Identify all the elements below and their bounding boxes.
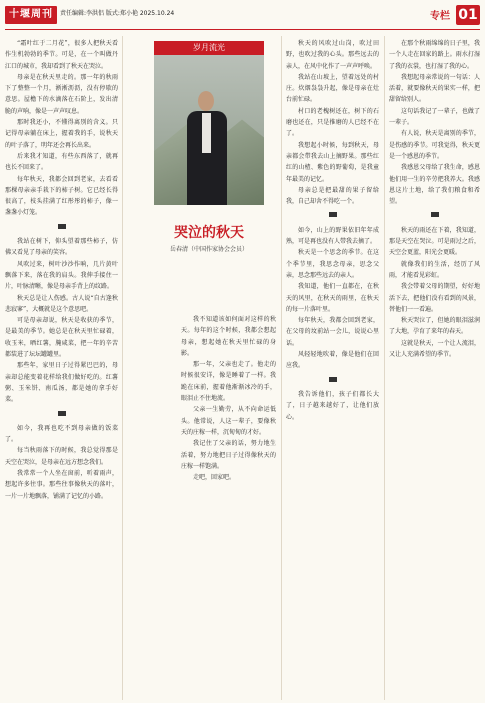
page-number: 01 (456, 5, 480, 25)
separator-mark (329, 212, 337, 217)
paragraph: 每年秋天，我都会回到老家，去看看那棵母亲亲手栽下的柿子树。它已经长得很高了，枝头挂满了红彤彤的柿子，像一盏盏小灯笼。 (5, 175, 118, 217)
page-header (0, 0, 485, 30)
paragraph: 村口的老槐树还在，树下的石磨也还在，只是推磨的人已经不在了。 (286, 107, 379, 138)
section-separator (5, 222, 118, 233)
paragraph: 我站在树下，仰头望着那些柿子，仿佛又看见了母亲的笑容。 (5, 238, 118, 257)
paragraph: 秋天是一个思念的季节。在这个季节里，我思念母亲，思念父亲，思念那些远去的亲人。 (286, 249, 379, 279)
article-column-4 (389, 38, 480, 698)
section-separator (286, 210, 379, 221)
section-separator (389, 210, 480, 221)
paragraph: 这就是秋天，一个让人流泪，又让人充满希望的季节。 (389, 339, 480, 359)
paragraph: 我告诉他们，孩子们都长大了，日子越来越好了，让他们放心。 (286, 390, 379, 421)
paragraph: “霜叶红于二月花”，很多人把秋天看作生机勃勃的季节。可是，在一个叫做丹江口的城市，我却看到了秋天在哭泣。 (5, 40, 118, 70)
paragraph: 可是母亲却说，秋天是收获的季节，是最美的季节。她总是在秋天里忙碌着，收玉米，晒红薯，腌咸菜，把一年的辛苦都装进了坛坛罐罐里。 (5, 317, 118, 359)
paragraph: 我记住了父亲的话，努力地生活着，努力地把日子过得像秋天的庄稼一样饱满。 (181, 440, 276, 470)
section-separator (5, 409, 118, 420)
paragraph: 我知道，他们一直都在，在秋天的风里，在秋天的雨里，在秋天的每一片落叶里。 (286, 283, 379, 313)
section-name: 专栏 (430, 11, 450, 22)
paragraph: 走吧，回家吧。 (193, 474, 236, 482)
paragraph: 每年秋天，我都会回到老家，在父母的坟前站一会儿，说说心里话。 (286, 317, 379, 347)
column-divider (384, 36, 385, 700)
separator-mark (329, 377, 337, 382)
paragraph: 风轻轻地吹着，像是他们在回应我。 (286, 351, 379, 370)
paragraph: 母亲是在秋天里走的。那一年的秋雨下了整整一个月，淅淅沥沥，没有停歇的意思。屋檐下的水滴落在石阶上，发出清脆的声响，像是一声声叹息。 (5, 73, 118, 115)
section-separator (286, 375, 379, 386)
paragraph: 有人说，秋天是离别的季节，是伤感的季节。可我觉得，秋天更是一个感恩的季节。 (389, 130, 480, 160)
paragraph: 我不知道该如何面对这样的秋天。每年的这个时候，我都会想起母亲，想起她在秋天里忙碌的身影。 (181, 316, 276, 357)
paragraph: 每当秋雨落下的时候，我总觉得那是天空在哭泣，是母亲在远方想念我们。 (5, 447, 118, 466)
separator-mark (58, 224, 66, 229)
header-rule (5, 29, 480, 30)
article-column-2 (181, 314, 276, 699)
separator-mark (58, 411, 66, 416)
editor-credits: 责任编辑:李洪侣 版式:郑小艳 2025.10.24 (60, 10, 175, 17)
paragraph: 我会带着父母的期望，好好地活下去，把他们没有看到的风景，替他们一一看遍。 (389, 283, 480, 313)
author-shirt (202, 113, 211, 153)
article-byline: 岳春清（中国作家协会会员） (169, 246, 248, 253)
paragraph: 那一年，父亲也走了。他走的时候很安详，像是睡着了一样。我跪在床前，握着他渐渐冰冷的手，眼泪止不住地流。 (181, 361, 276, 403)
masthead-logo (5, 6, 57, 24)
paragraph: 那时我还小，不懂得离别的含义。只记得母亲躺在床上，握着我的手，说秋天的叶子落了，明年还会再长出来。 (5, 119, 118, 149)
paragraph: 如今，我再也吃不到母亲做的饭菜了。 (5, 424, 118, 444)
article-column-1 (5, 38, 118, 698)
paragraph: 后来我才知道，有些东西落了，就再也长不回来了。 (5, 152, 118, 172)
author-head (198, 91, 214, 111)
paragraph: 母亲总是把最甜的果子留给我，自己却舍不得吃一个。 (286, 186, 379, 206)
paragraph: 我常常一个人坐在窗前，听着雨声，想起许多往事。那些往事像秋天的落叶，一片一片地飘落，铺满了记忆的小路。 (5, 469, 118, 500)
paragraph: 秋天哭泣了，但她的眼泪滋润了大地，孕育了来年的春天。 (389, 317, 480, 336)
separator-mark (431, 212, 439, 217)
paragraph: 这句话我记了一辈子，也做了一辈子。 (389, 107, 480, 127)
masthead-text: 十堰周刊 (9, 9, 53, 20)
author-figure (184, 85, 229, 205)
article-column-3 (286, 38, 379, 698)
paragraph: 秋天的风吹过山岗，吹过田野，也吹过我的心头。那些远去的亲人，在风中化作了一声声呼唤。 (286, 40, 379, 70)
paragraph: 秋天的雨还在下着，我知道，那是天空在哭泣。可是雨过之后，天空会更蓝，阳光会更暖。 (389, 226, 480, 257)
paragraph: 父亲一生勤劳，从不向命运低头。他常说，人这一辈子，要像秋天的庄稼一样，沉甸甸的才好。 (181, 406, 276, 436)
column-divider (122, 36, 123, 700)
paragraph: 我站在山坡上，望着远处的村庄。炊烟袅袅升起，像是母亲在灶台前忙碌。 (286, 73, 379, 104)
paragraph: 风吹过来，树叶沙沙作响，几片黄叶飘落下来，落在我的肩头。我伸手接住一片，叶脉清晰，像是母亲手背上的纹路。 (5, 260, 118, 291)
paragraph: 在那个秋雨绵绵的日子里，我一个人走在回家的路上。雨水打湿了我的衣裳，也打湿了我的心。 (389, 40, 480, 70)
author-photo (154, 55, 264, 205)
column-label: 岁月流光 (154, 41, 264, 55)
paragraph: 秋天总是让人伤感。古人说“自古逢秋悲寂寥”，大概就是这个意思吧。 (5, 294, 118, 313)
paragraph: 我想起母亲常说的一句话：人活着，就要像秋天的果实一样，把甜留给别人。 (389, 73, 480, 104)
article-title: 哭泣的秋天 (174, 225, 244, 241)
paragraph: 我想起小时候，每到秋天，母亲都会带我去山上摘野果。那些红红的山楂、紫色的野葡萄，是我童年最美的记忆。 (286, 141, 379, 183)
paragraph: 我感恩父母给了我生命，感恩他们用一生的辛劳把我养大。我感恩这片土地，给了我们粮食和希望。 (389, 164, 480, 206)
paragraph: 就像我们的生活，经历了风雨，才能看见彩虹。 (389, 260, 480, 279)
paragraph: 如今，山上的野果依旧年年成熟，可是再也没有人带我去摘了。 (286, 226, 379, 246)
column-divider (281, 36, 282, 700)
paragraph: 那些年，家里日子过得紧巴巴的，母亲却总能变着花样给我们做好吃的。红薯粥、玉米饼、南瓜汤，都是她的拿手好菜。 (5, 362, 118, 404)
